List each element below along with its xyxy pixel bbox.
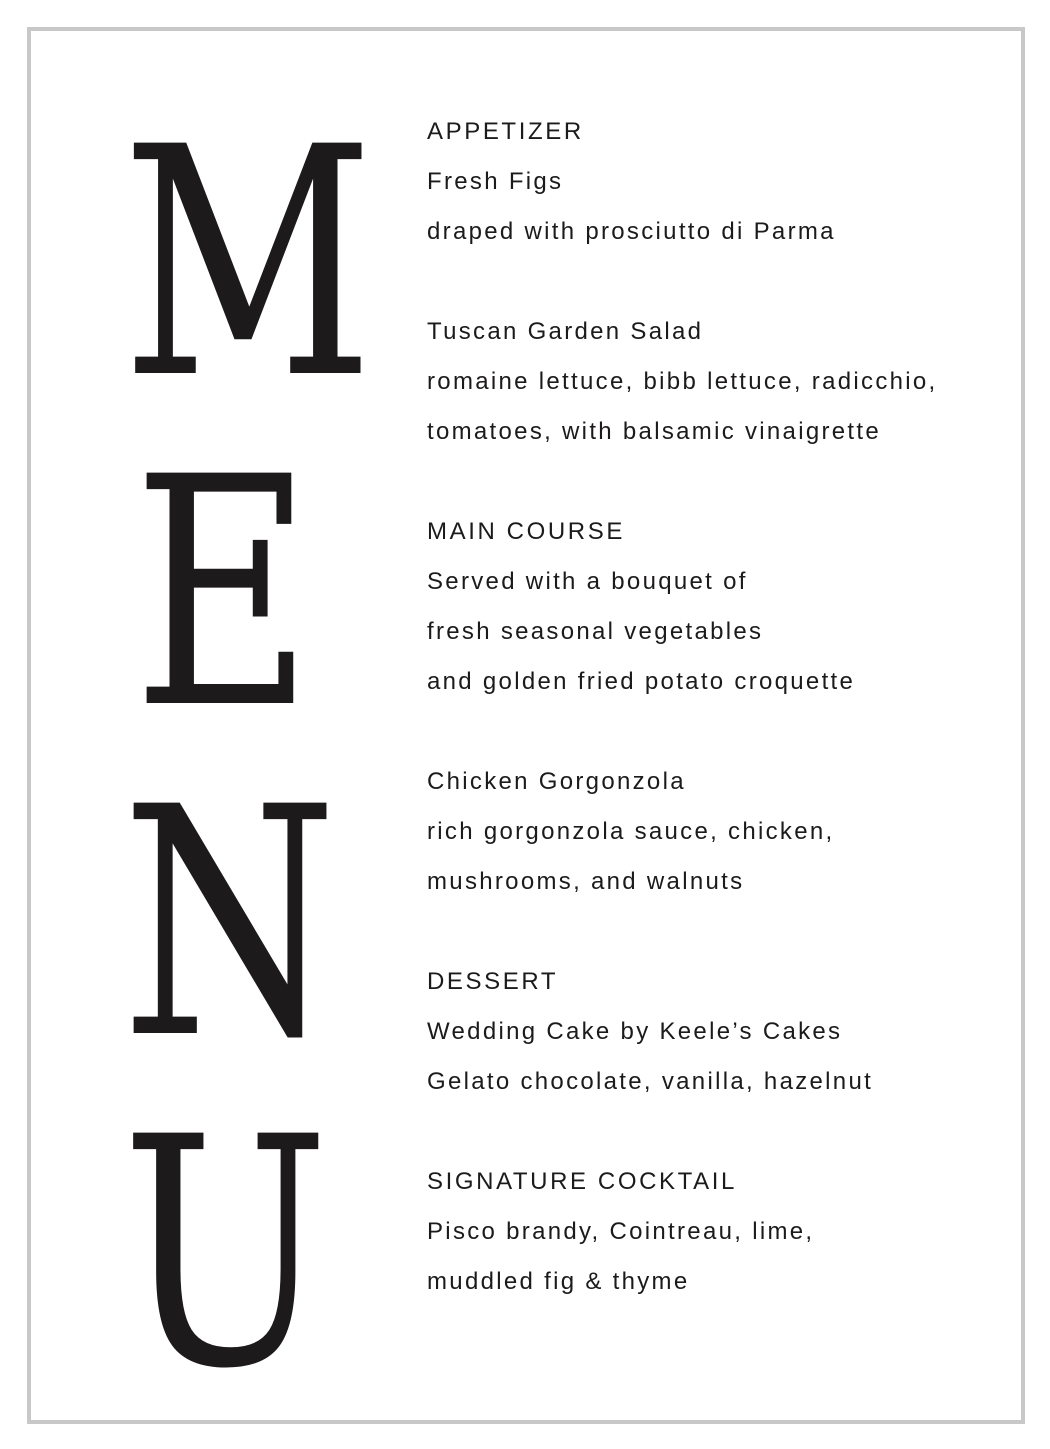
section-gap <box>427 257 1007 307</box>
item-line: Gelato chocolate, vanilla, hazelnut <box>427 1068 874 1095</box>
title-letter-n: N <box>121 740 338 1108</box>
section-gap <box>427 907 1007 957</box>
section-heading-main-course: MAIN COURSE <box>427 518 625 545</box>
item-line: fresh seasonal vegetables <box>427 618 764 645</box>
section-heading-appetizer: APPETIZER <box>427 118 584 145</box>
item-line: mushrooms, and walnuts <box>427 868 745 895</box>
title-letter-e: E <box>133 410 313 778</box>
section-gap <box>427 457 1007 507</box>
item-line: Chicken Gorgonzola <box>427 768 686 795</box>
title-letter-m: M <box>121 80 374 448</box>
section-gap <box>427 1107 1007 1157</box>
item-line: rich gorgonzola sauce, chicken, <box>427 818 835 845</box>
item-line: and golden fried potato croquette <box>427 668 856 695</box>
menu-card <box>27 27 1025 1438</box>
item-line: draped with prosciutto di Parma <box>427 218 836 245</box>
item-line: romaine lettuce, bibb lettuce, radicchio, <box>427 368 938 395</box>
section-heading-signature-cocktail: SIGNATURE COCKTAIL <box>427 1168 737 1195</box>
item-line: Fresh Figs <box>427 168 564 195</box>
item-line: tomatoes, with balsamic vinaigrette <box>427 418 881 445</box>
item-line: Tuscan Garden Salad <box>427 318 704 345</box>
item-line: Wedding Cake by Keele’s Cakes <box>427 1018 843 1045</box>
item-line: muddled fig & thyme <box>427 1268 690 1295</box>
title-letter-u: U <box>121 1070 330 1438</box>
menu-list <box>427 107 1007 1307</box>
item-line: Served with a bouquet of <box>427 568 748 595</box>
section-gap <box>427 707 1007 757</box>
item-line: Pisco brandy, Cointreau, lime, <box>427 1218 815 1245</box>
section-heading-dessert: DESSERT <box>427 968 559 995</box>
